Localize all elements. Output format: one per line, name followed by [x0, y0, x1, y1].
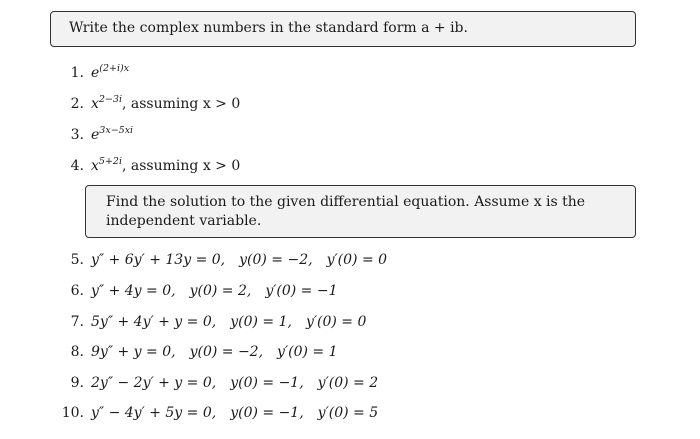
- problem-base: x: [91, 158, 99, 174]
- initial-condition-1: y(0) = −2,: [189, 344, 264, 360]
- initial-condition-2: y′(0) = 5: [317, 405, 379, 421]
- instruction-text-differential: Find the solution to the given differential equation. Assume x is the independent variable.: [106, 194, 586, 229]
- problem-4: [66, 157, 240, 175]
- problem-equation: 5y″ + 4y′ + y = 0,: [91, 314, 217, 330]
- initial-condition-1: y(0) = 1,: [230, 314, 292, 330]
- problem-exponent: 2−3i: [98, 94, 122, 105]
- initial-condition-1: y(0) = −2,: [239, 252, 313, 268]
- instruction-text-complex: Write the complex numbers in the standard form a + ib.: [69, 20, 468, 36]
- problem-number: 6.: [70, 283, 84, 299]
- problem-7: [56, 313, 366, 331]
- problem-equation: y″ − 4y′ + 5y = 0,: [91, 405, 217, 421]
- problem-5: [56, 251, 387, 269]
- problem-9: [56, 374, 378, 392]
- problem-2: [66, 95, 240, 113]
- initial-condition-1: y(0) = 2,: [189, 283, 252, 299]
- problem-number: 9.: [70, 375, 84, 391]
- initial-condition-2: y′(0) = 0: [326, 252, 388, 268]
- problem-equation: 2y″ − 2y′ + y = 0,: [91, 375, 217, 391]
- problem-exponent: 5+2i: [98, 156, 122, 167]
- problem-number: 4.: [70, 158, 84, 174]
- problem-suffix: , assuming x > 0: [122, 158, 241, 174]
- problem-base: x: [91, 96, 99, 112]
- problem-number: 10.: [61, 405, 84, 421]
- instruction-box-differential: [85, 185, 636, 238]
- problem-number: 1.: [70, 65, 84, 81]
- problem-exponent: (2+i)x: [99, 63, 130, 74]
- problem-1: [66, 64, 129, 82]
- problem-number: 3.: [70, 127, 84, 143]
- problem-exponent: 3x−5xi: [99, 125, 134, 136]
- problem-3: [66, 126, 133, 144]
- initial-condition-2: y′(0) = 0: [305, 314, 367, 330]
- initial-condition-2: y′(0) = −1: [265, 283, 338, 299]
- problem-8: [56, 343, 338, 361]
- instruction-box-complex: [50, 11, 636, 47]
- problem-equation: y″ + 4y = 0,: [91, 283, 176, 299]
- problem-base: e: [91, 65, 100, 81]
- initial-condition-1: y(0) = −1,: [230, 405, 304, 421]
- problem-number: 5.: [70, 252, 84, 268]
- problem-base: e: [91, 127, 100, 143]
- initial-condition-2: y′(0) = 2: [317, 375, 379, 391]
- initial-condition-2: y′(0) = 1: [277, 344, 338, 360]
- problem-number: 8.: [70, 344, 84, 360]
- problem-equation: y″ + 6y′ + 13y = 0,: [91, 252, 226, 268]
- problem-number: 2.: [70, 96, 84, 112]
- problem-equation: 9y″ + y = 0,: [91, 344, 176, 360]
- initial-condition-1: y(0) = −1,: [230, 375, 304, 391]
- problem-number: 7.: [70, 314, 84, 330]
- problem-6: [56, 282, 338, 300]
- problem-10: [56, 404, 378, 422]
- problem-suffix: , assuming x > 0: [122, 96, 241, 112]
